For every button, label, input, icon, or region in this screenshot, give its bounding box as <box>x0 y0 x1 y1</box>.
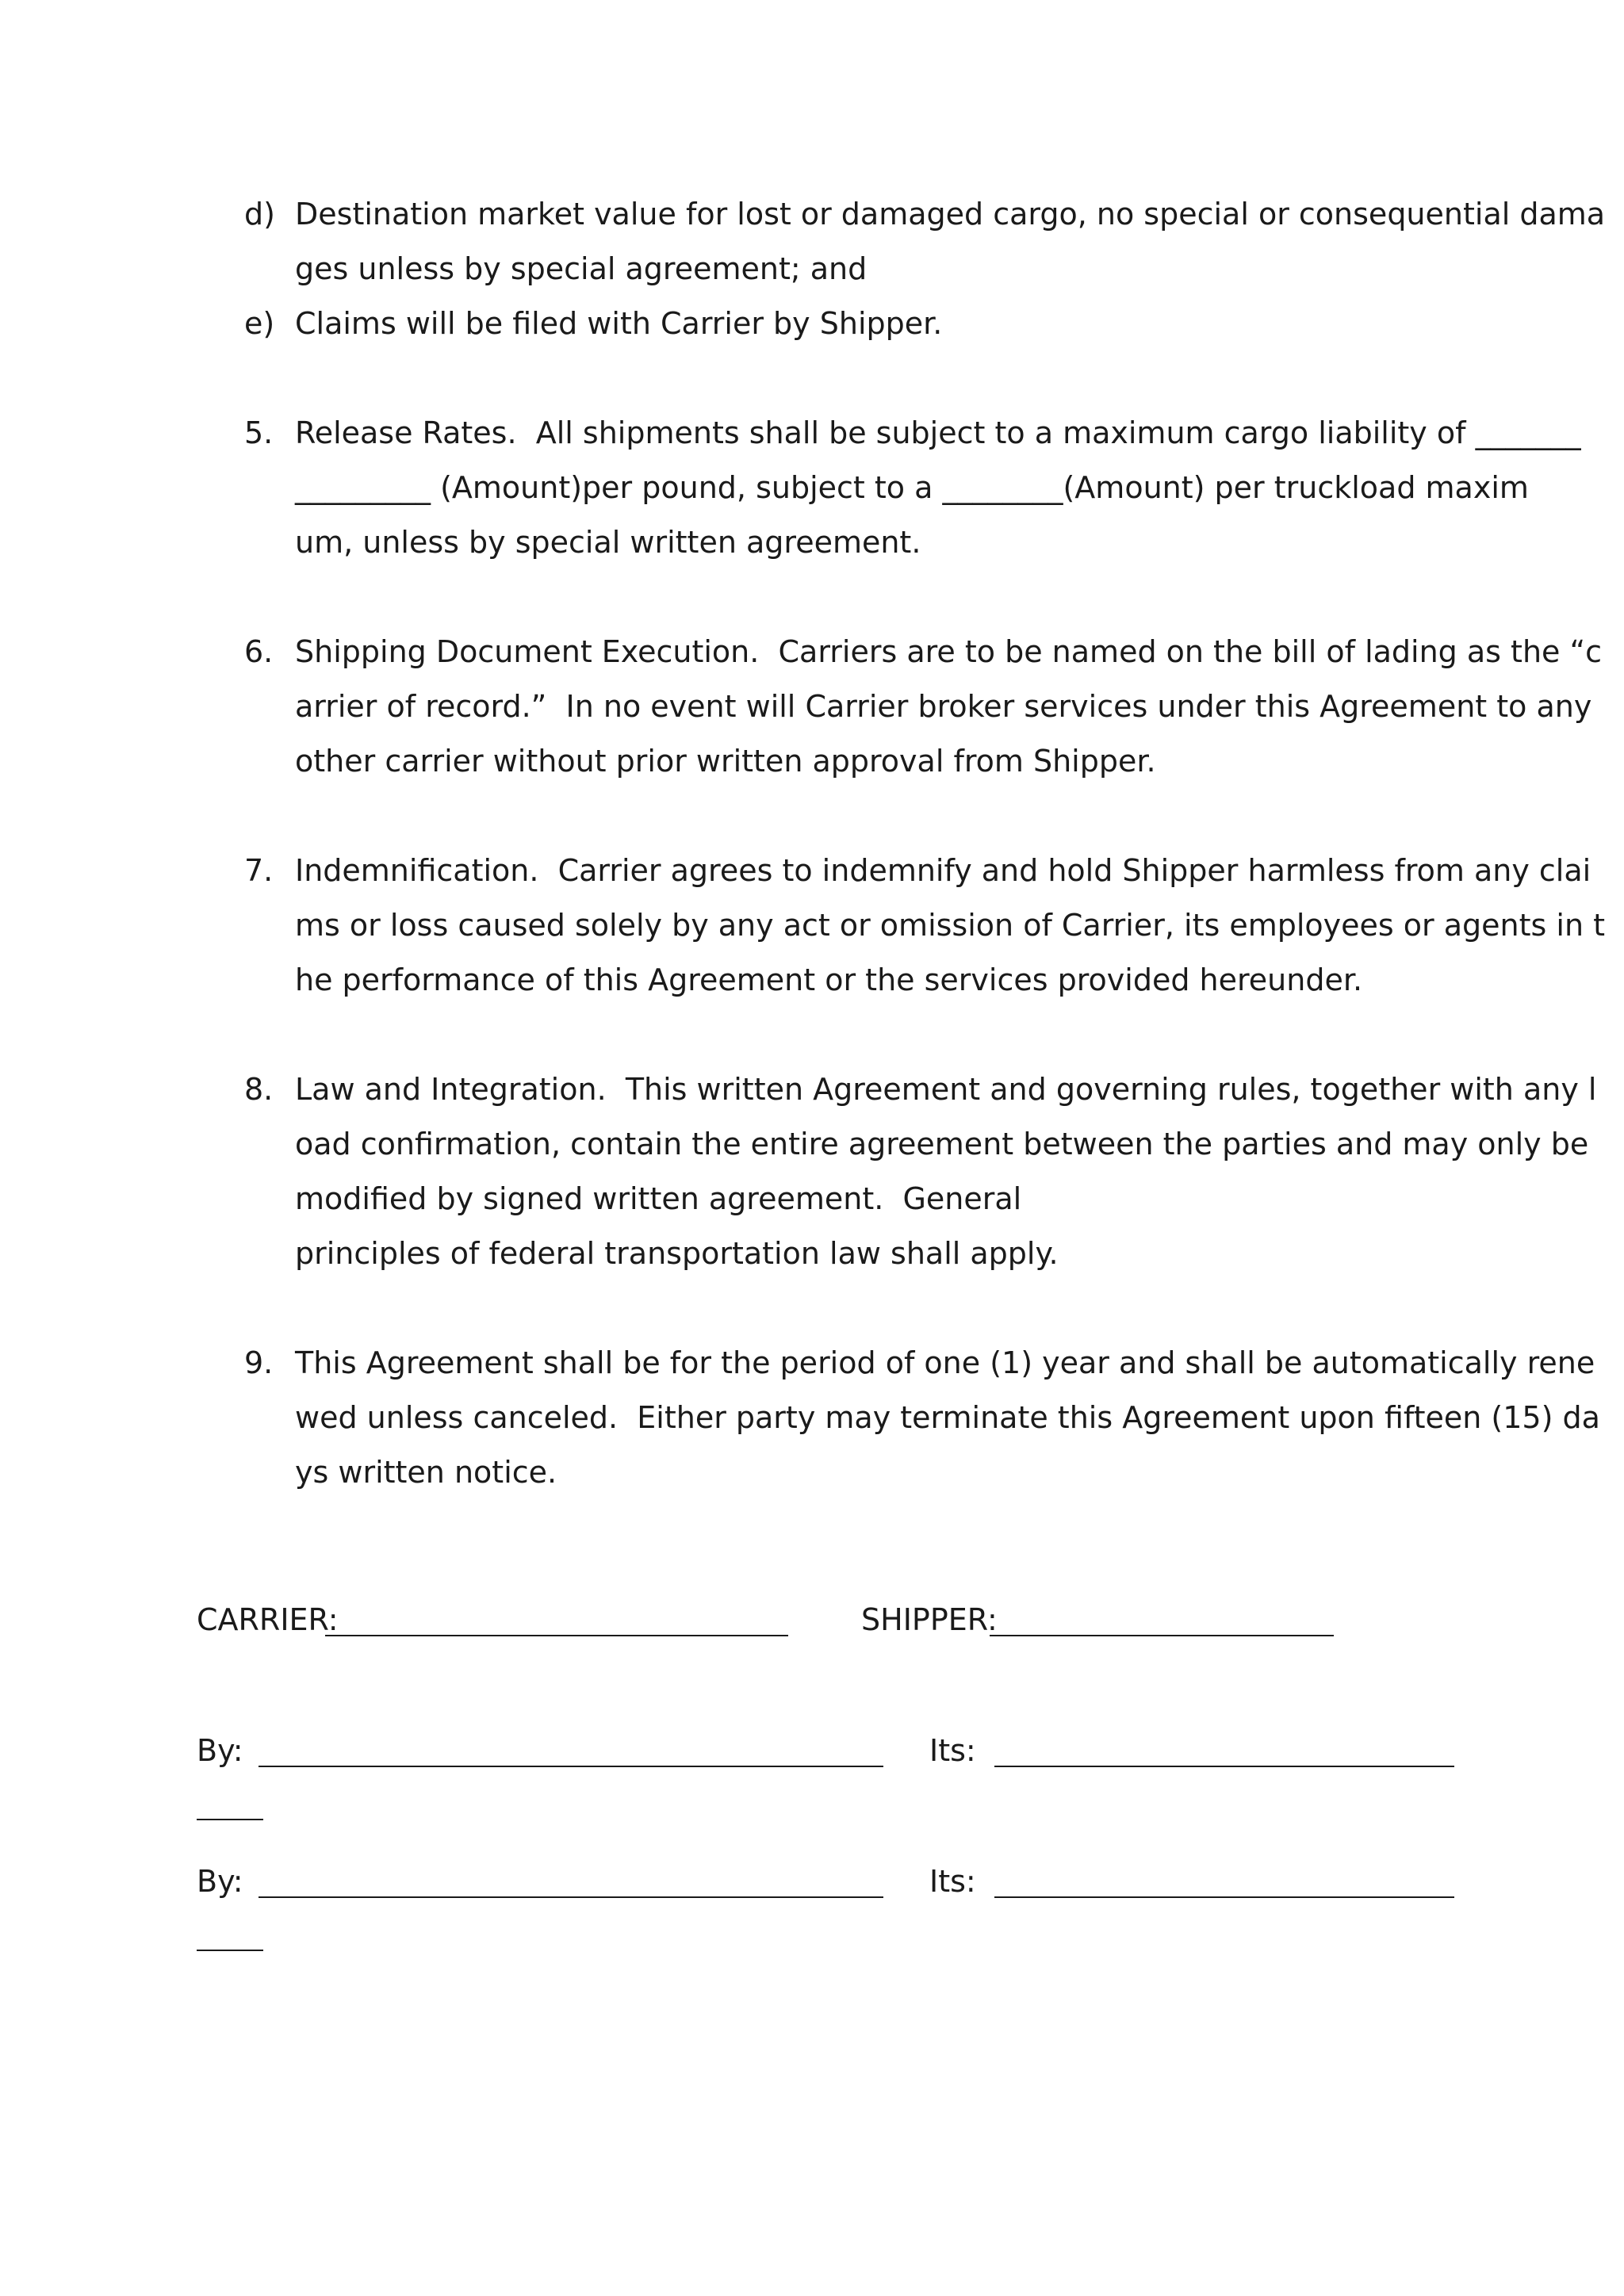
section-8-line-2: oad confirmation, contain the entire agreement between the parties and may only be <box>295 1127 1589 1161</box>
section-8-line-3: modified by signed written agreement. General <box>295 1181 1022 1216</box>
its-title-line-1[interactable] <box>994 1766 1454 1767</box>
list-item-d-line-1: Destination market value for lost or damaged cargo, no special or consequential dama <box>295 197 1606 232</box>
section-8-line-1: Law and Integration. This written Agreement and governing rules, together with any l <box>295 1072 1597 1107</box>
section-7-line-3: he performance of this Agreement or the services provided hereunder. <box>295 962 1363 997</box>
section-5-line-1: Release Rates. All shipments shall be subject to a maximum cargo liability of _______ <box>295 415 1581 450</box>
section-7-line-1: Indemnification. Carrier agrees to indemnify and hold Shipper harmless from any clai <box>295 853 1591 888</box>
section-5-number: 5. <box>244 415 274 450</box>
its-label-1: Its: <box>929 1733 976 1768</box>
shipper-signature-line[interactable] <box>990 1635 1334 1636</box>
section-9-line-1: This Agreement shall be for the period of one (1) year and shall be automatically rene <box>295 1345 1595 1380</box>
section-8-number: 8. <box>244 1072 274 1107</box>
by-label-1: By: <box>197 1733 243 1768</box>
list-item-d-line-2: ges unless by special agreement; and <box>295 251 868 286</box>
by-signature-line-2[interactable] <box>259 1896 883 1898</box>
section-5-line-3: um, unless by special written agreement. <box>295 525 921 560</box>
section-6-number: 6. <box>244 634 274 669</box>
section-8-line-4: principles of federal transportation law shall apply. <box>295 1236 1059 1271</box>
section-6-line-1: Shipping Document Execution. Carriers are to be named on the bill of lading as the “c <box>295 634 1603 669</box>
list-marker-e: e) <box>244 306 275 341</box>
section-6-line-3: other carrier without prior written approval from Shipper. <box>295 744 1156 779</box>
section-9-line-3: ys written notice. <box>295 1455 557 1490</box>
section-9-number: 9. <box>244 1345 274 1380</box>
section-7-number: 7. <box>244 853 274 888</box>
list-item-e-line-1: Claims will be filed with Carrier by Shipper. <box>295 306 943 341</box>
section-5-line-2: _________ (Amount)per pound, subject to a ________(Amount) per truckload maxim <box>295 470 1529 505</box>
its-title-line-2[interactable] <box>994 1896 1454 1898</box>
its-label-2: Its: <box>929 1864 976 1899</box>
list-marker-d: d) <box>244 197 275 232</box>
section-7-line-2: ms or loss caused solely by any act or omission of Carrier, its employees or agents in t <box>295 908 1606 943</box>
section-9-line-2: wed unless canceled. Either party may terminate this Agreement upon fifteen (15) da <box>295 1400 1600 1435</box>
carrier-signature-line[interactable] <box>325 1635 788 1636</box>
section-6-line-2: arrier of record.” In no event will Carrier broker services under this Agreement to any <box>295 689 1592 724</box>
by-signature-line-1[interactable] <box>259 1766 883 1767</box>
carrier-label: CARRIER: <box>197 1602 339 1637</box>
by-signature-line-2-continuation <box>197 1950 263 1951</box>
by-signature-line-1-continuation <box>197 1819 263 1820</box>
by-label-2: By: <box>197 1864 243 1899</box>
shipper-label: SHIPPER: <box>861 1602 998 1637</box>
